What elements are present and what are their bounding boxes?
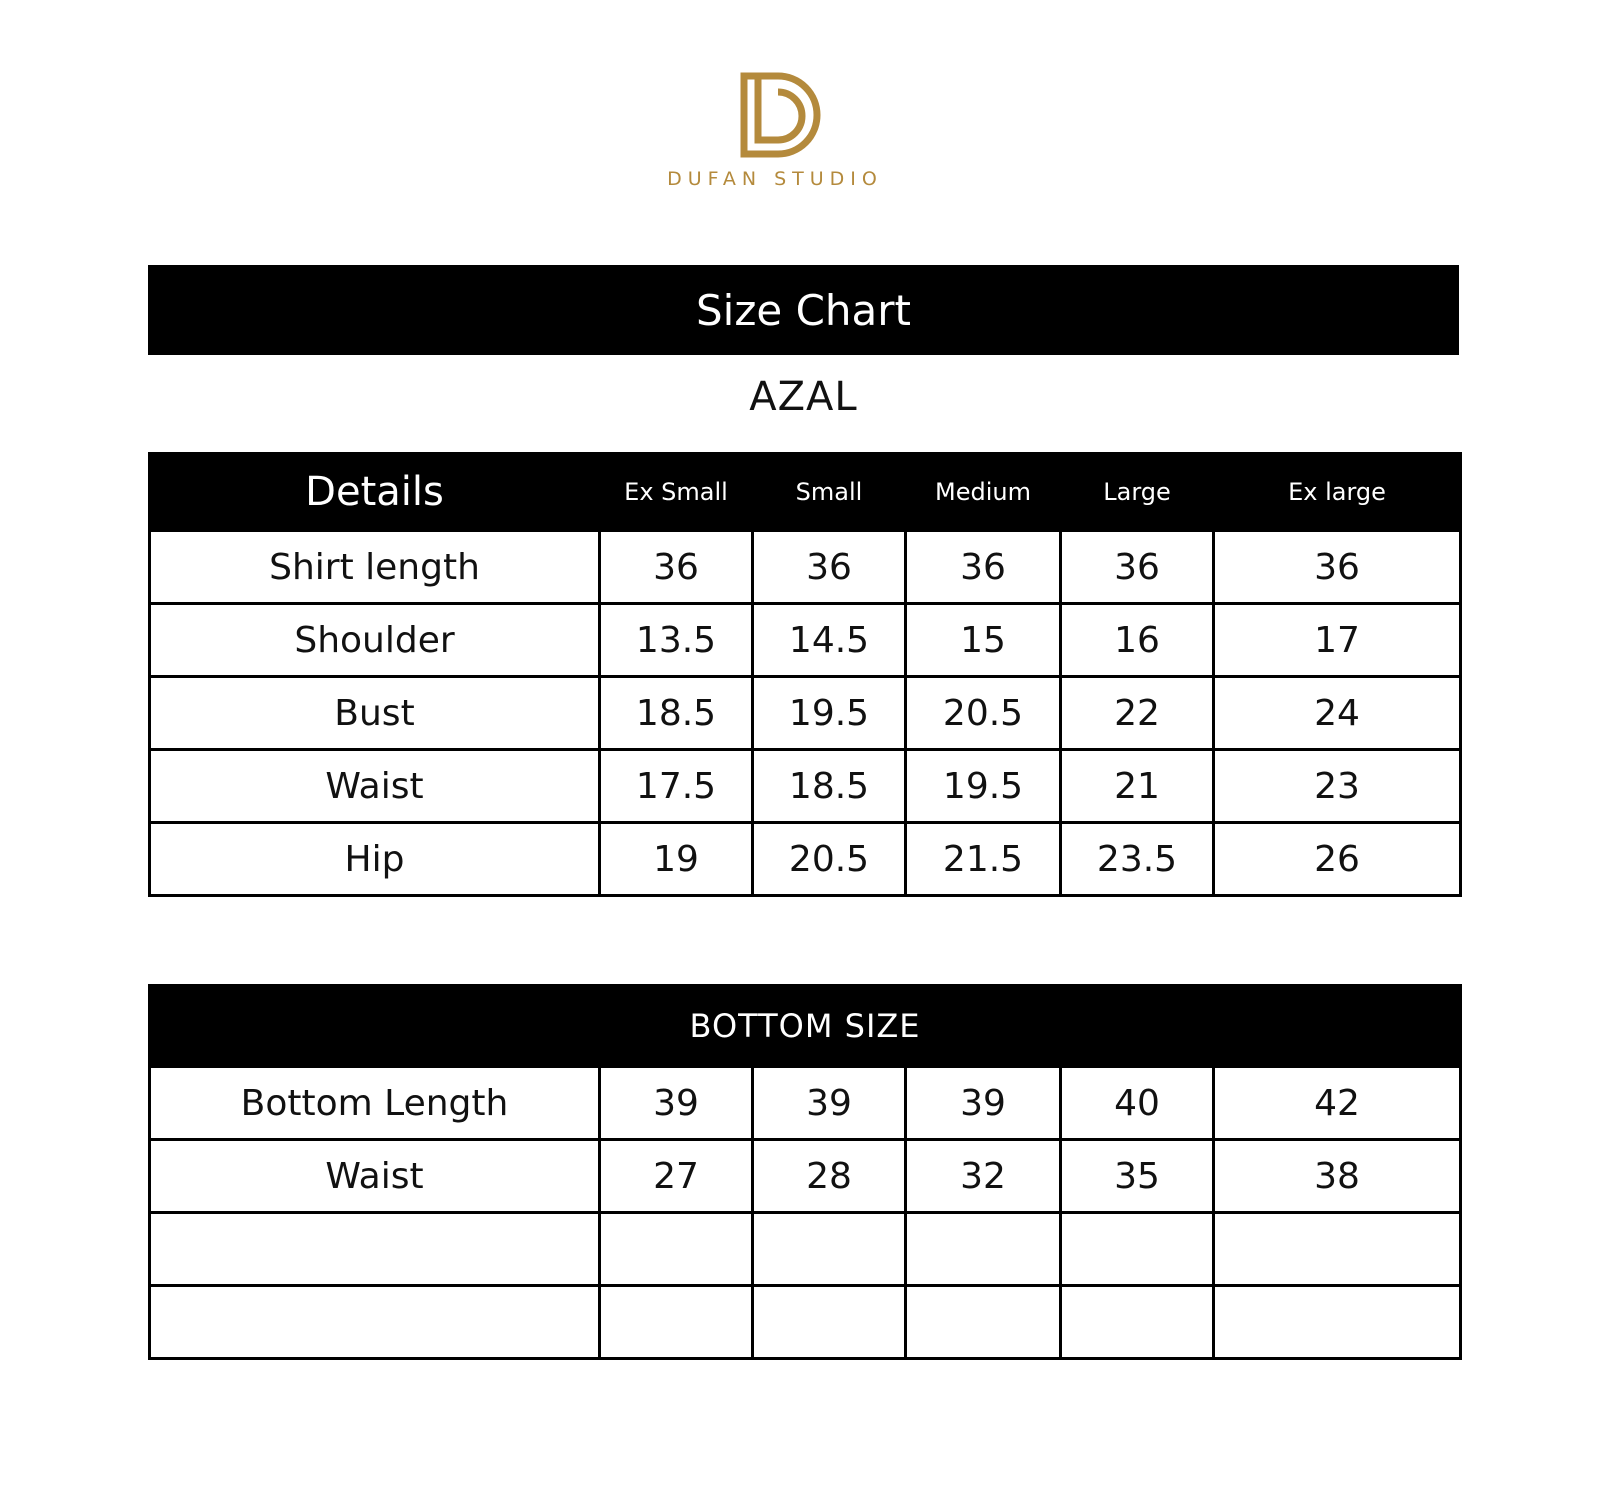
table-row: [150, 1067, 1461, 1140]
table-cell: [906, 1213, 1061, 1286]
table-cell: 26: [1214, 823, 1461, 896]
table-cell: 27: [600, 1140, 753, 1213]
table-cell: 28: [753, 1140, 906, 1213]
row-label: Hip: [150, 823, 600, 896]
size-header: Ex large: [1214, 454, 1461, 531]
bottom-size-table: [148, 984, 1462, 1360]
table-cell: 13.5: [600, 604, 753, 677]
table-cell: [753, 1213, 906, 1286]
table-cell: 42: [1214, 1067, 1461, 1140]
table-cell: 15: [906, 604, 1061, 677]
row-label: [150, 1213, 600, 1286]
table-cell: 19: [600, 823, 753, 896]
table-cell: 36: [906, 531, 1061, 604]
table-cell: 36: [1061, 531, 1214, 604]
table-cell: 19.5: [906, 750, 1061, 823]
table-row: [150, 1213, 1461, 1286]
table-cell: 17: [1214, 604, 1461, 677]
banner-title: Size Chart: [696, 285, 911, 335]
table-cell: 14.5: [753, 604, 906, 677]
table-cell: 38: [1214, 1140, 1461, 1213]
table-cell: 18.5: [600, 677, 753, 750]
table-cell: 21: [1061, 750, 1214, 823]
size-chart-banner: [148, 265, 1459, 355]
row-label: [150, 1286, 600, 1359]
table-row: [150, 1140, 1461, 1213]
table-cell: 20.5: [906, 677, 1061, 750]
table-cell: 24: [1214, 677, 1461, 750]
table-cell: 20.5: [753, 823, 906, 896]
brand-name: DUFAN STUDIO: [667, 168, 883, 190]
table-row: [150, 531, 1461, 604]
table-cell: 21.5: [906, 823, 1061, 896]
brand-logo: [650, 72, 900, 202]
table-row: [150, 677, 1461, 750]
size-header: Medium: [906, 454, 1061, 531]
table-row: [150, 750, 1461, 823]
bottom-size-title: BOTTOM SIZE: [150, 986, 1461, 1067]
table-cell: 17.5: [600, 750, 753, 823]
table-cell: 23: [1214, 750, 1461, 823]
table-cell: 22: [1061, 677, 1214, 750]
table-row: [150, 604, 1461, 677]
table-cell: 39: [600, 1067, 753, 1140]
table-cell: 39: [906, 1067, 1061, 1140]
size-header: Small: [753, 454, 906, 531]
table-cell: 39: [753, 1067, 906, 1140]
table-cell: 36: [753, 531, 906, 604]
product-name: AZAL: [749, 374, 858, 420]
table-cell: 18.5: [753, 750, 906, 823]
size-header: Ex Small: [600, 454, 753, 531]
table-row: [150, 1286, 1461, 1359]
table-cell: 32: [906, 1140, 1061, 1213]
table-cell: [1061, 1286, 1214, 1359]
size-header: Large: [1061, 454, 1214, 531]
row-label: Bust: [150, 677, 600, 750]
table-cell: 36: [1214, 531, 1461, 604]
size-table-header: [150, 454, 1461, 531]
table-cell: [1214, 1213, 1461, 1286]
table-cell: [600, 1286, 753, 1359]
table-cell: 16: [1061, 604, 1214, 677]
row-label: Shoulder: [150, 604, 600, 677]
table-row: [150, 823, 1461, 896]
dd-monogram-icon: [738, 72, 824, 158]
table-cell: [600, 1213, 753, 1286]
table-cell: 19.5: [753, 677, 906, 750]
row-label: Shirt length: [150, 531, 600, 604]
table-cell: 23.5: [1061, 823, 1214, 896]
table-cell: [906, 1286, 1061, 1359]
table-cell: [1061, 1213, 1214, 1286]
row-label: Bottom Length: [150, 1067, 600, 1140]
table-cell: 40: [1061, 1067, 1214, 1140]
row-label: Waist: [150, 750, 600, 823]
row-label: Waist: [150, 1140, 600, 1213]
table-cell: [1214, 1286, 1461, 1359]
size-table: [148, 452, 1462, 897]
details-header: Details: [150, 454, 600, 531]
table-cell: 36: [600, 531, 753, 604]
table-cell: 35: [1061, 1140, 1214, 1213]
table-cell: [753, 1286, 906, 1359]
